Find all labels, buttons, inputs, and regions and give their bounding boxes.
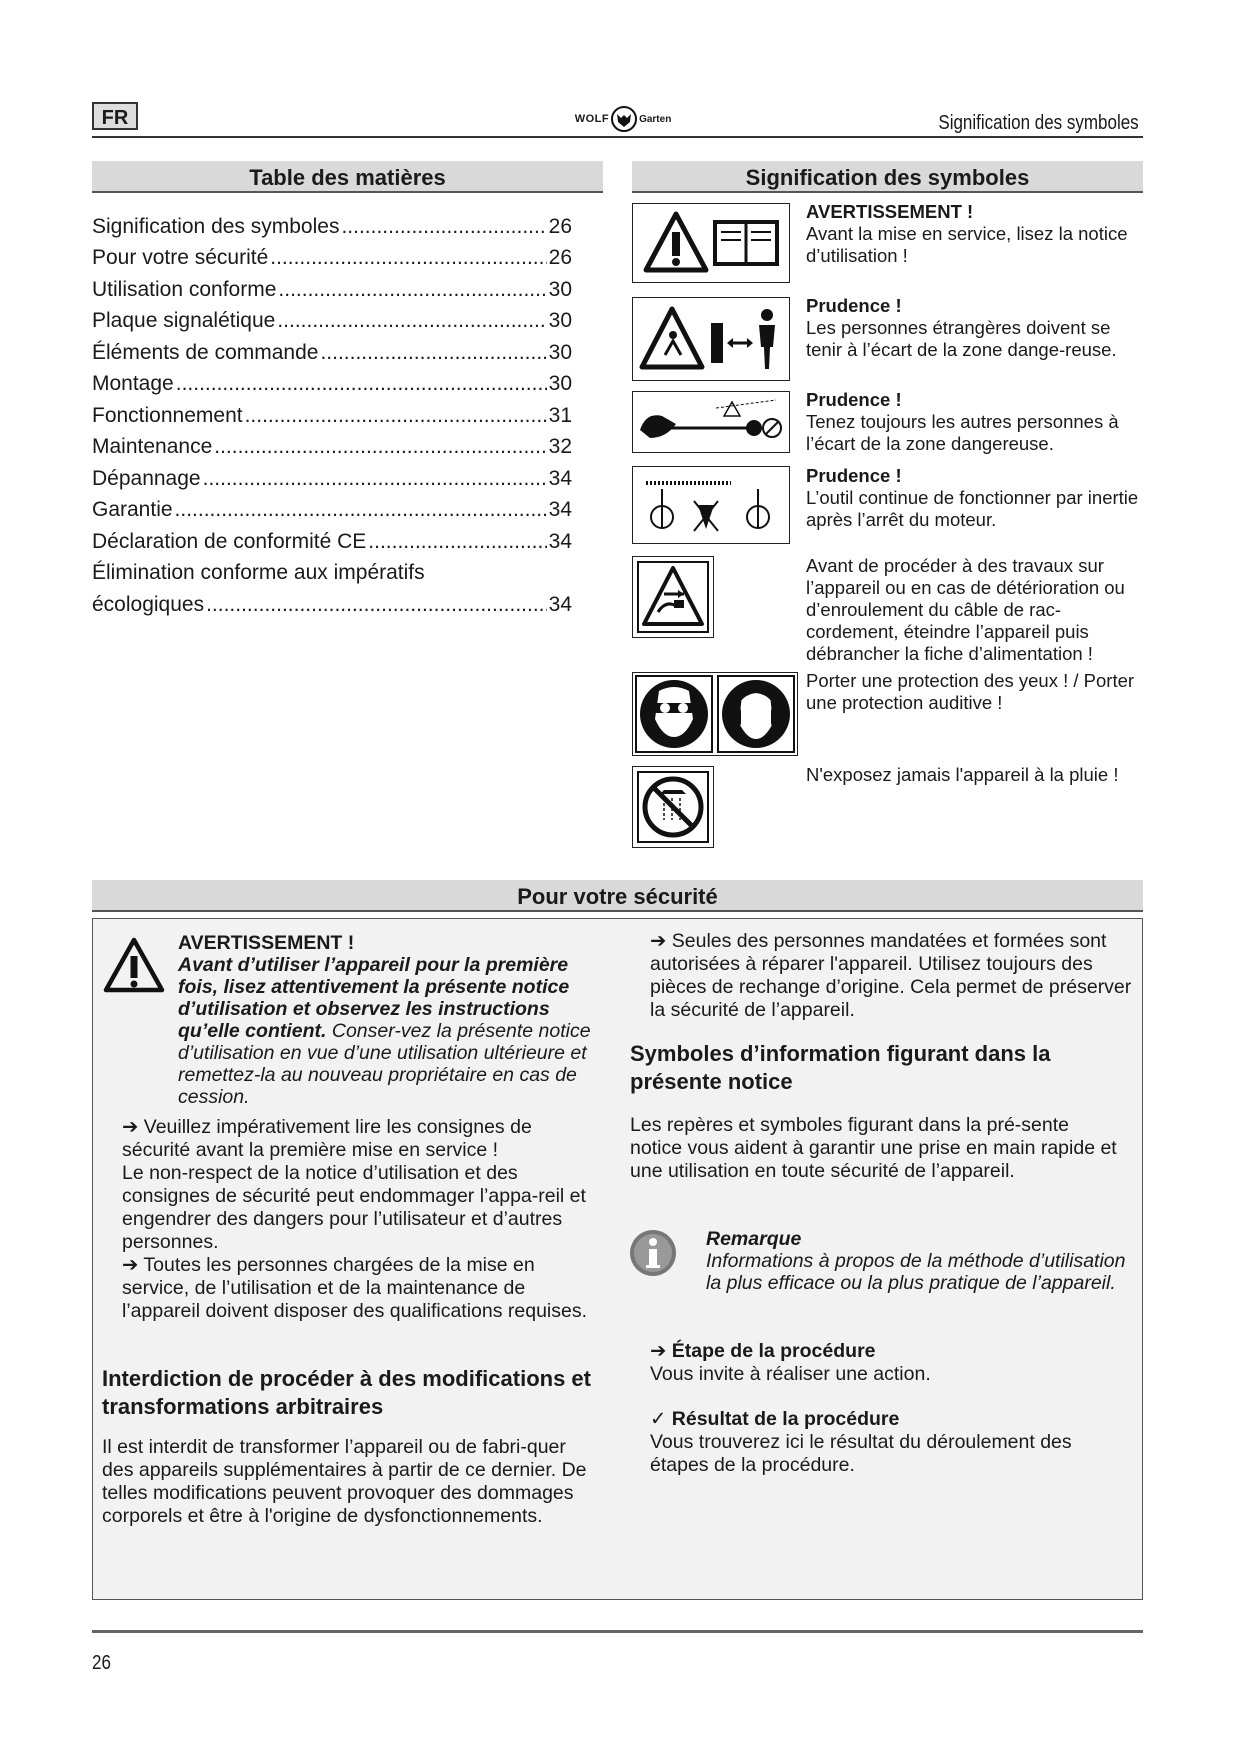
symbol-7-description bbox=[806, 764, 1146, 786]
warning-emphasis: Avant d’utiliser l’appareil pour la première fois, lisez attentivement la présente notice d’utilisation et observez les instructions qu’elle contient. bbox=[178, 954, 570, 1042]
ear-protection-icon bbox=[717, 675, 795, 753]
symbol-4-heading: Prudence ! bbox=[806, 465, 902, 486]
symbol-2-text: Les personnes étrangères doivent se tenir à l’écart de la zone dange-reuse. bbox=[806, 317, 1117, 360]
toc-item[interactable]: Déclaration de conformité CE ..... 34 bbox=[92, 522, 572, 554]
table-of-contents bbox=[92, 207, 572, 617]
header-divider bbox=[92, 136, 1143, 138]
warning-block bbox=[178, 932, 598, 1108]
modifications-text: Il est interdit de transformer l’appareil ou de fabri-quer des appareils supplémentaires à partir de ce dernier. De telles modifications peuvent provoquer des dommages corporels et être à l'origine de dysfonctionnements. bbox=[102, 1436, 587, 1527]
symbol-warning-read-manual bbox=[632, 203, 790, 283]
toc-item[interactable]: Fonctionnement ..... 31 bbox=[92, 396, 572, 428]
logo-garten-text: Garten bbox=[639, 113, 672, 125]
symbols-title: Signification des symboles bbox=[632, 161, 1143, 193]
symbol-unplug-before-work bbox=[632, 556, 714, 638]
symbol-3-description bbox=[806, 389, 1146, 455]
symbol-4-description bbox=[806, 465, 1146, 531]
symbol-3-heading: Prudence ! bbox=[806, 389, 902, 410]
arrow-right-icon: ➔ bbox=[650, 930, 672, 952]
symbol-1-description bbox=[806, 201, 1146, 267]
toc-item[interactable]: Garantie ..... 34 bbox=[92, 491, 572, 523]
brand-logo bbox=[558, 102, 688, 136]
footer-divider bbox=[92, 1630, 1143, 1633]
arrow-right-icon: ➔ bbox=[650, 1340, 672, 1362]
result-block bbox=[650, 1408, 1130, 1477]
trimmer-danger-zone-icon bbox=[636, 394, 786, 450]
symbol-keep-others-away bbox=[632, 391, 790, 453]
toc-item[interactable]: Dépannage ..... 34 bbox=[92, 459, 572, 491]
symbol-5-text: Avant de procéder à des travaux sur l’appareil ou en cas de détérioration ou d’enroulement du câble de rac-cordement, éteindre l’appareil puis débrancher la fiche d’alimentation ! bbox=[806, 555, 1125, 664]
symbol-6-description bbox=[806, 670, 1146, 714]
arrow-right-icon: ➔ bbox=[122, 1254, 144, 1276]
toc-item[interactable]: Pour votre sécurité ..... 26 bbox=[92, 239, 572, 271]
arrow-right-icon: ➔ bbox=[122, 1116, 144, 1138]
toc-title: Table des matières bbox=[92, 161, 603, 193]
symbol-5-description bbox=[806, 555, 1146, 665]
no-rain-icon bbox=[636, 770, 710, 844]
hazard-debris-icon bbox=[637, 303, 707, 375]
remark-block bbox=[706, 1228, 1126, 1294]
header-section-title: Signification des symboles bbox=[938, 112, 1139, 134]
info-icon bbox=[628, 1228, 678, 1278]
remark-text: Informations à propos de la méthode d’utilisation la plus efficace ou la plus pratique de l’appareil. bbox=[706, 1250, 1126, 1294]
unplug-cable-warning-icon bbox=[636, 560, 710, 634]
toc-item[interactable]: Maintenance ..... 32 bbox=[92, 428, 572, 460]
symbol-bystanders-distance bbox=[632, 297, 790, 381]
keep-distance-icon bbox=[707, 303, 785, 375]
safety-paragraph-1b: Le non-respect de la notice d’utilisation et des consignes de sécurité peut endommager l’appa-reil et engendrer des dangers pour l’utilisateur et d’autres personnes. bbox=[122, 1162, 586, 1253]
warning-text: Conser-vez la présente notice d’utilisation en vue d’une utilisation ultérieure et remettez-la au nouveau propriétaire en cas de cession. bbox=[178, 1020, 591, 1108]
symbol-tool-inertia bbox=[632, 466, 790, 544]
language-badge: FR bbox=[92, 102, 138, 130]
checkmark-icon: ✓ bbox=[650, 1408, 672, 1430]
symbol-eye-ear-protection bbox=[632, 672, 798, 756]
symbol-2-description bbox=[806, 295, 1146, 361]
safety-paragraph-1: ➔ Veuillez impérativement lire les consignes de sécurité avant la première mise en service ! Le non-respect de la notice d’utilisation et des consignes de sécurité peut endommager l’appa-reil et engendrer des dangers pour l’utilisateur et d’autres personnes. bbox=[122, 1116, 586, 1253]
logo-wolf-text: WOLF bbox=[574, 113, 610, 125]
page-number: 26 bbox=[92, 1652, 111, 1674]
warning-heading: AVERTISSEMENT ! bbox=[178, 932, 355, 954]
step-heading: Étape de la procédure bbox=[671, 1340, 876, 1362]
modifications-heading: Interdiction de procéder à des modifications et transformations arbitraires bbox=[102, 1366, 591, 1419]
remark-heading: Remarque bbox=[706, 1228, 802, 1250]
symbol-no-rain bbox=[632, 766, 714, 848]
wolf-head-icon bbox=[611, 106, 637, 132]
toc-item[interactable]: Signification des symboles ..... 26 bbox=[92, 207, 572, 239]
symbol-1-heading: AVERTISSEMENT ! bbox=[806, 201, 974, 222]
warning-triangle-icon bbox=[641, 208, 711, 278]
toc-item[interactable]: Montage ..... 30 bbox=[92, 365, 572, 397]
step-block bbox=[650, 1340, 1130, 1386]
toc-item[interactable]: Utilisation conforme ..... 30 bbox=[92, 270, 572, 302]
symbol-7-text: N'exposez jamais l'appareil à la pluie ! bbox=[806, 764, 1119, 785]
step-text: Vous invite à réaliser une action. bbox=[650, 1363, 931, 1385]
tool-run-on-icon bbox=[636, 469, 786, 541]
symbol-2-heading: Prudence ! bbox=[806, 295, 902, 316]
info-symbols-heading: Symboles d’information figurant dans la présente notice bbox=[630, 1041, 1051, 1094]
eye-protection-icon bbox=[635, 675, 713, 753]
symbol-6-text: Porter une protection des yeux ! / Porter une protection auditive ! bbox=[806, 670, 1135, 713]
safety-paragraph-2: ➔ Toutes les personnes chargées de la mise en service, de l’utilisation et de la maintenance de l’appareil doivent disposer des qualifications requises. bbox=[122, 1254, 588, 1322]
symbol-4-text: L’outil continue de fonctionner par inertie après l’arrêt du moteur. bbox=[806, 487, 1139, 530]
toc-item[interactable]: Plaque signalétique ..... 30 bbox=[92, 302, 572, 334]
symbol-1-text: Avant la mise en service, lisez la notice d’utilisation ! bbox=[806, 223, 1128, 266]
toc-item[interactable]: Élimination conforme aux impératifs bbox=[92, 561, 425, 584]
repair-paragraph: ➔ Seules des personnes mandatées et formées sont autorisées à réparer l'appareil. Utilisez toujours des pièces de rechange d’origine. Cela permet de préserver la sécurité de l’appareil. bbox=[650, 930, 1132, 1021]
toc-item[interactable]: Éléments de commande ..... 30 bbox=[92, 333, 572, 365]
warning-triangle-icon bbox=[102, 936, 166, 994]
security-title: Pour votre sécurité bbox=[92, 880, 1143, 912]
toc-item[interactable]: écologiques ..... 34 bbox=[92, 585, 572, 617]
manual-book-icon bbox=[711, 208, 781, 278]
info-symbols-text: Les repères et symboles figurant dans la pré-sente notice vous aident à garantir une prise en main rapide et une utilisation en toute sécurité de l’appareil. bbox=[630, 1114, 1117, 1182]
result-text: Vous trouverez ici le résultat du déroulement des étapes de la procédure. bbox=[650, 1431, 1072, 1476]
symbol-3-text: Tenez toujours les autres personnes à l’écart de la zone dangereuse. bbox=[806, 411, 1119, 454]
result-heading: Résultat de la procédure bbox=[671, 1408, 900, 1430]
